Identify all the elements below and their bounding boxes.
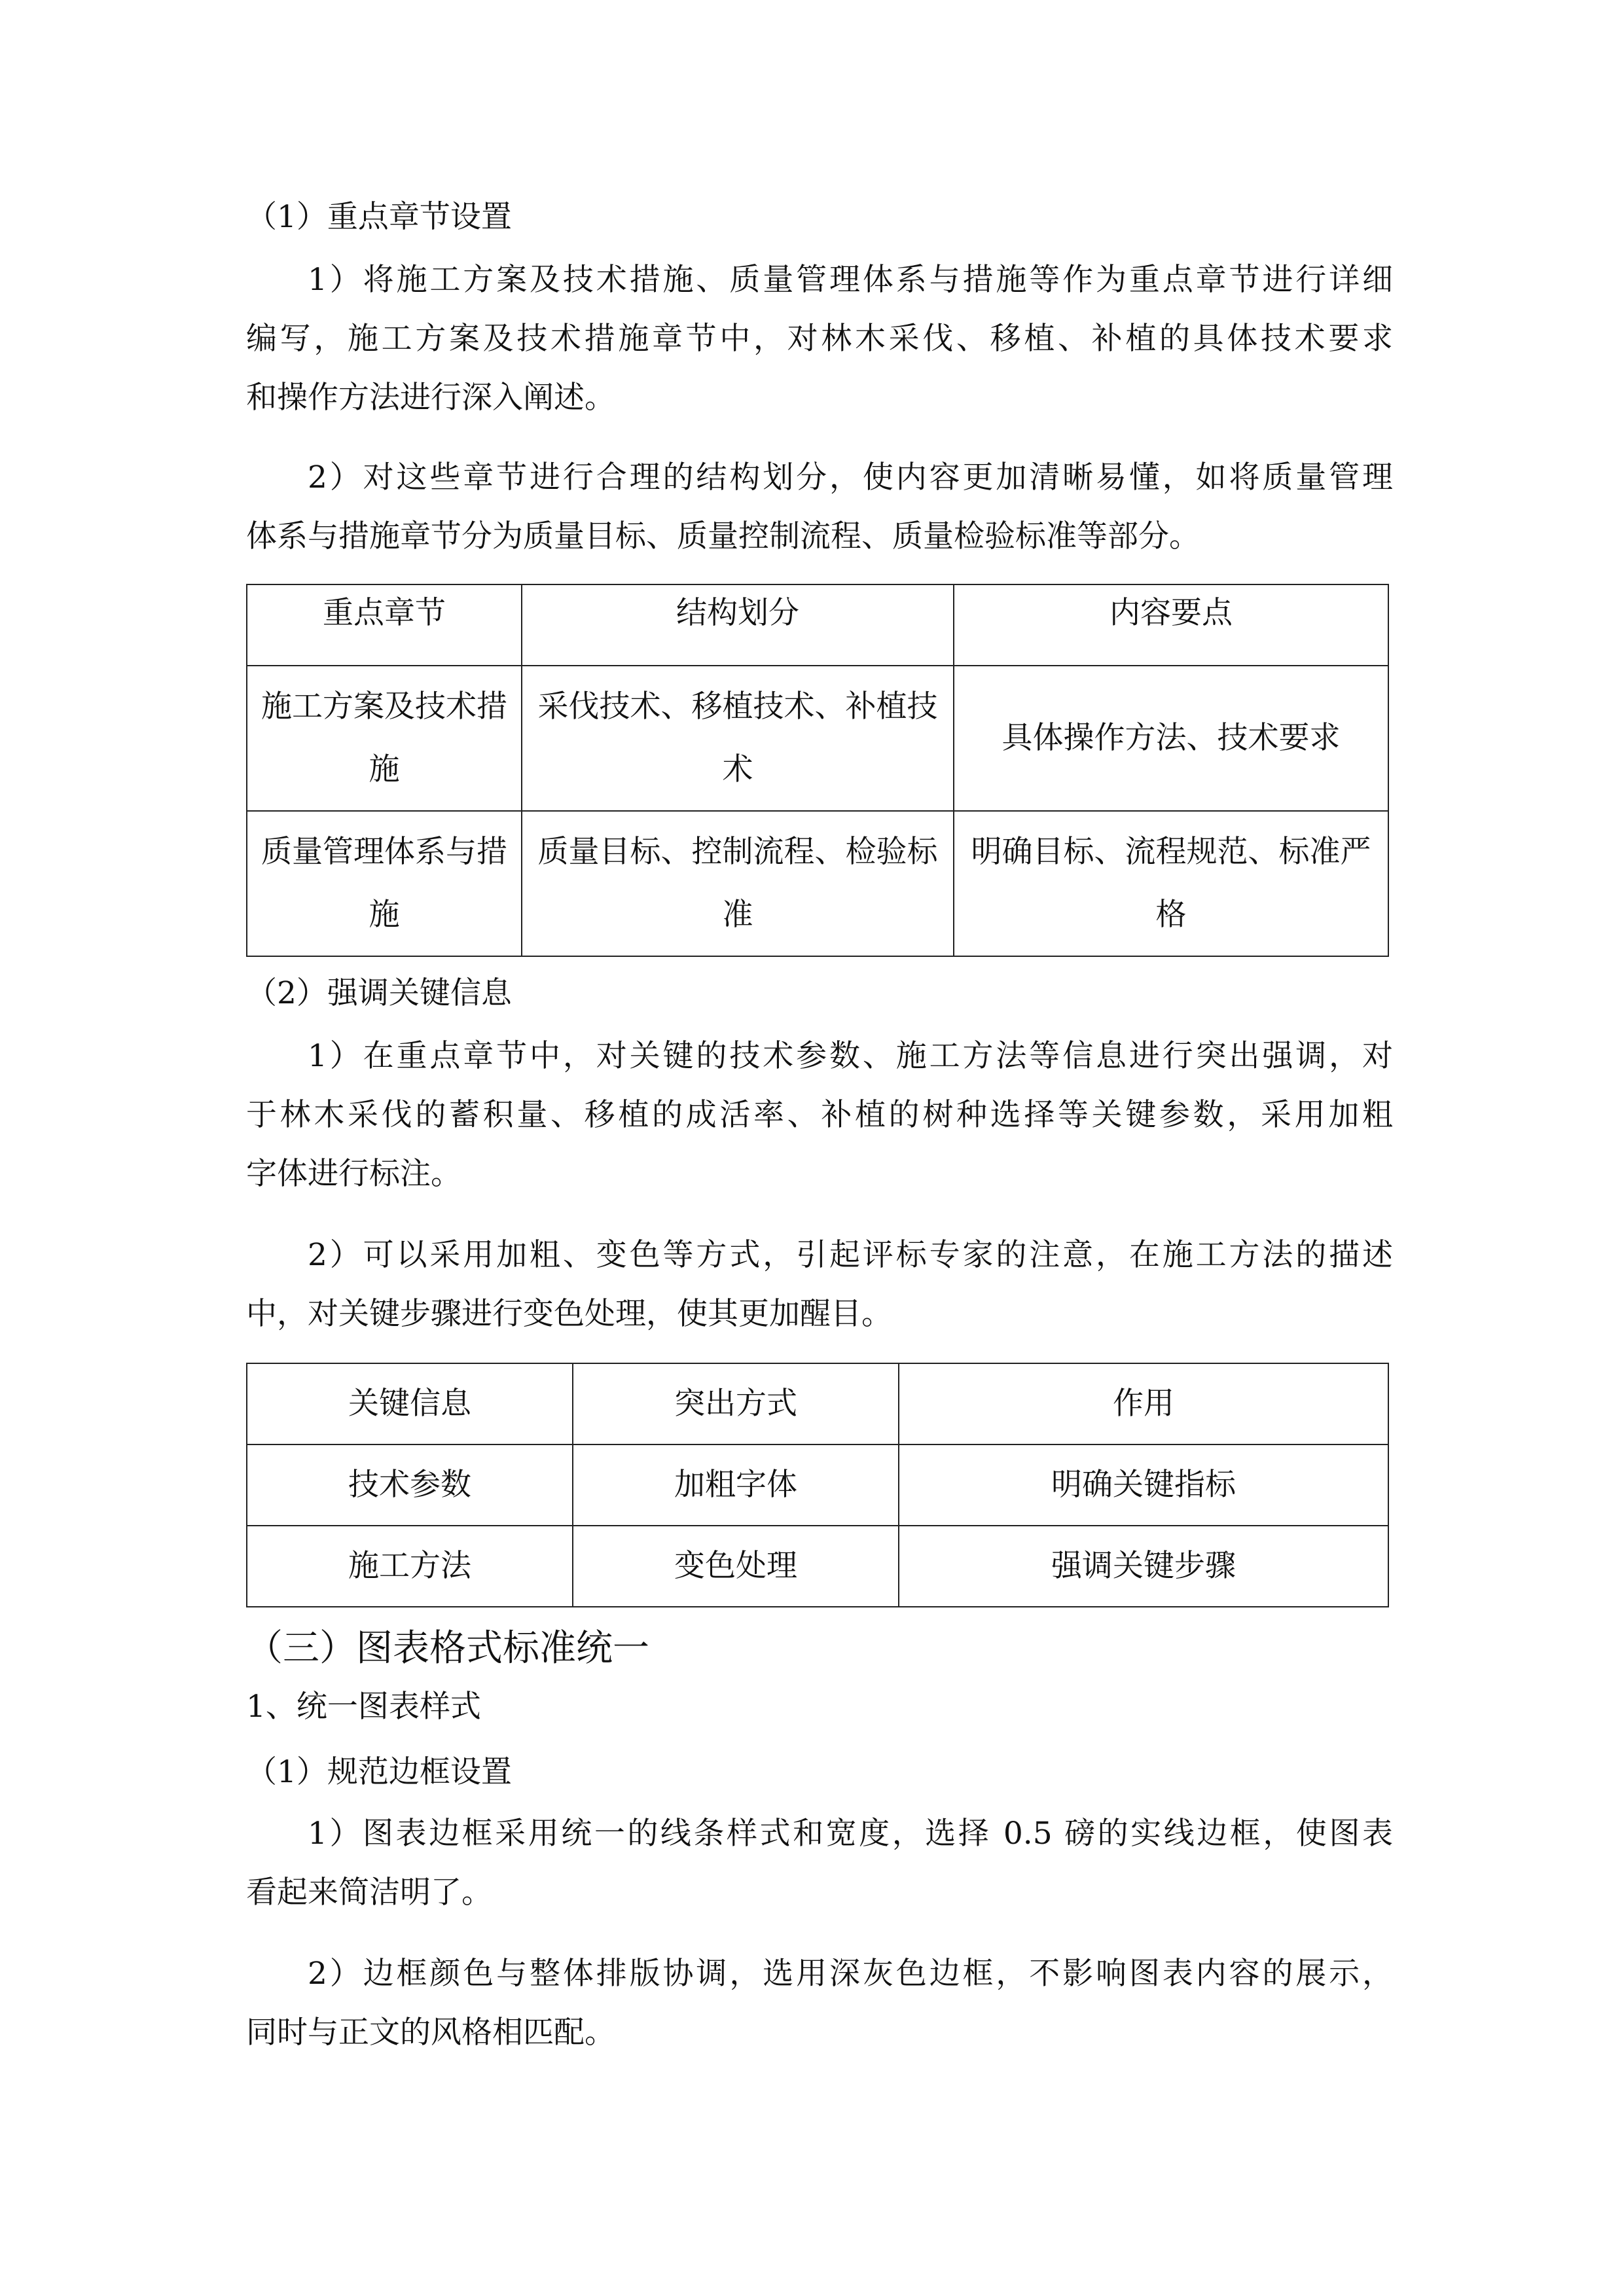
table-header-cell: 作用 — [899, 1363, 1388, 1444]
table-header-cell: 重点章节 — [247, 584, 522, 666]
table-cell — [247, 811, 522, 956]
table-header-row — [247, 584, 1388, 666]
paragraph-line: 于林木采伐的蓄积量、移植的成活率、补植的树种选择等关键参数，采用加粗 — [246, 1097, 1393, 1133]
table-cell: 具体操作方法、技术要求 — [954, 666, 1388, 811]
paragraph-line: 1）在重点章节中，对关键的技术参数、施工方法等信息进行突出强调，对 — [308, 1038, 1393, 1074]
cell-line: 施 — [369, 897, 400, 933]
section-heading-border: （1）规范边框设置 — [246, 1754, 512, 1790]
paragraph-line: 1）图表边框采用统一的线条样式和宽度，选择 0.5 磅的实线边框，使图表 — [308, 1816, 1393, 1852]
table-row — [247, 666, 1388, 811]
table-header-cell: 关键信息 — [247, 1363, 573, 1444]
table-row — [247, 1444, 1388, 1526]
paragraph-line: 2）边框颜色与整体排版协调，选用深灰色边框，不影响图表内容的展示， — [308, 1956, 1393, 1992]
paragraph-line: 2）对这些章节进行合理的结构划分，使内容更加清晰易懂，如将质量管理 — [308, 459, 1393, 495]
table-header-row — [247, 1363, 1388, 1444]
paragraph-line: 编写，施工方案及技术措施章节中，对林木采伐、移植、补植的具体技术要求 — [246, 321, 1393, 357]
table-cell: 技术参数 — [247, 1444, 573, 1526]
cell-line: 术 — [722, 751, 753, 787]
table-header-cell: 结构划分 — [522, 584, 954, 666]
table-row — [247, 1526, 1388, 1607]
cell-line: 施 — [369, 751, 400, 787]
paragraph-line: 2）可以采用加粗、变色等方式，引起评标专家的注意，在施工方法的描述 — [308, 1237, 1393, 1273]
table-cell — [522, 666, 954, 811]
paragraph-line: 和操作方法进行深入阐述。 — [246, 380, 615, 416]
paragraph-line: 看起来简洁明了。 — [246, 1874, 492, 1910]
table-cell: 变色处理 — [573, 1526, 899, 1607]
table-header-cell: 内容要点 — [954, 584, 1388, 666]
cell-line: 明确目标、流程规范、标准严 — [971, 834, 1371, 870]
table-cell: 施工方法 — [247, 1526, 573, 1607]
paragraph-line: 同时与正文的风格相匹配。 — [246, 2015, 615, 2051]
table-row — [247, 811, 1388, 956]
key-info-table — [246, 1363, 1389, 1607]
subsection-title: 1、统一图表样式 — [246, 1689, 481, 1725]
cell-line: 采伐技术、移植技术、补植技 — [537, 689, 938, 725]
cell-line: 格 — [1155, 897, 1187, 933]
chapter-title: （三）图表格式标准统一 — [246, 1627, 649, 1670]
cell-line: 质量管理体系与措 — [261, 834, 507, 870]
key-chapters-table — [246, 584, 1389, 957]
paragraph-line: 中，对关键步骤进行变色处理，使其更加醒目。 — [246, 1296, 892, 1332]
cell-line: 准 — [722, 897, 753, 933]
paragraph-line: 体系与措施章节分为质量目标、质量控制流程、质量检验标准等部分。 — [246, 518, 1200, 554]
table-cell — [522, 811, 954, 956]
section-heading-key-info: （2）强调关键信息 — [246, 975, 512, 1011]
paragraph-line: 字体进行标注。 — [246, 1156, 461, 1192]
section-heading-key-chapters: （1）重点章节设置 — [246, 199, 512, 235]
table-header-cell: 突出方式 — [573, 1363, 899, 1444]
table-cell: 强调关键步骤 — [899, 1526, 1388, 1607]
paragraph-line: 1）将施工方案及技术措施、质量管理体系与措施等作为重点章节进行详细 — [308, 262, 1393, 298]
table-cell: 明确关键指标 — [899, 1444, 1388, 1526]
cell-line: 施工方案及技术措 — [261, 689, 507, 725]
table-cell — [247, 666, 522, 811]
cell-line: 质量目标、控制流程、检验标 — [537, 834, 938, 870]
table-cell: 加粗字体 — [573, 1444, 899, 1526]
table-cell — [954, 811, 1388, 956]
